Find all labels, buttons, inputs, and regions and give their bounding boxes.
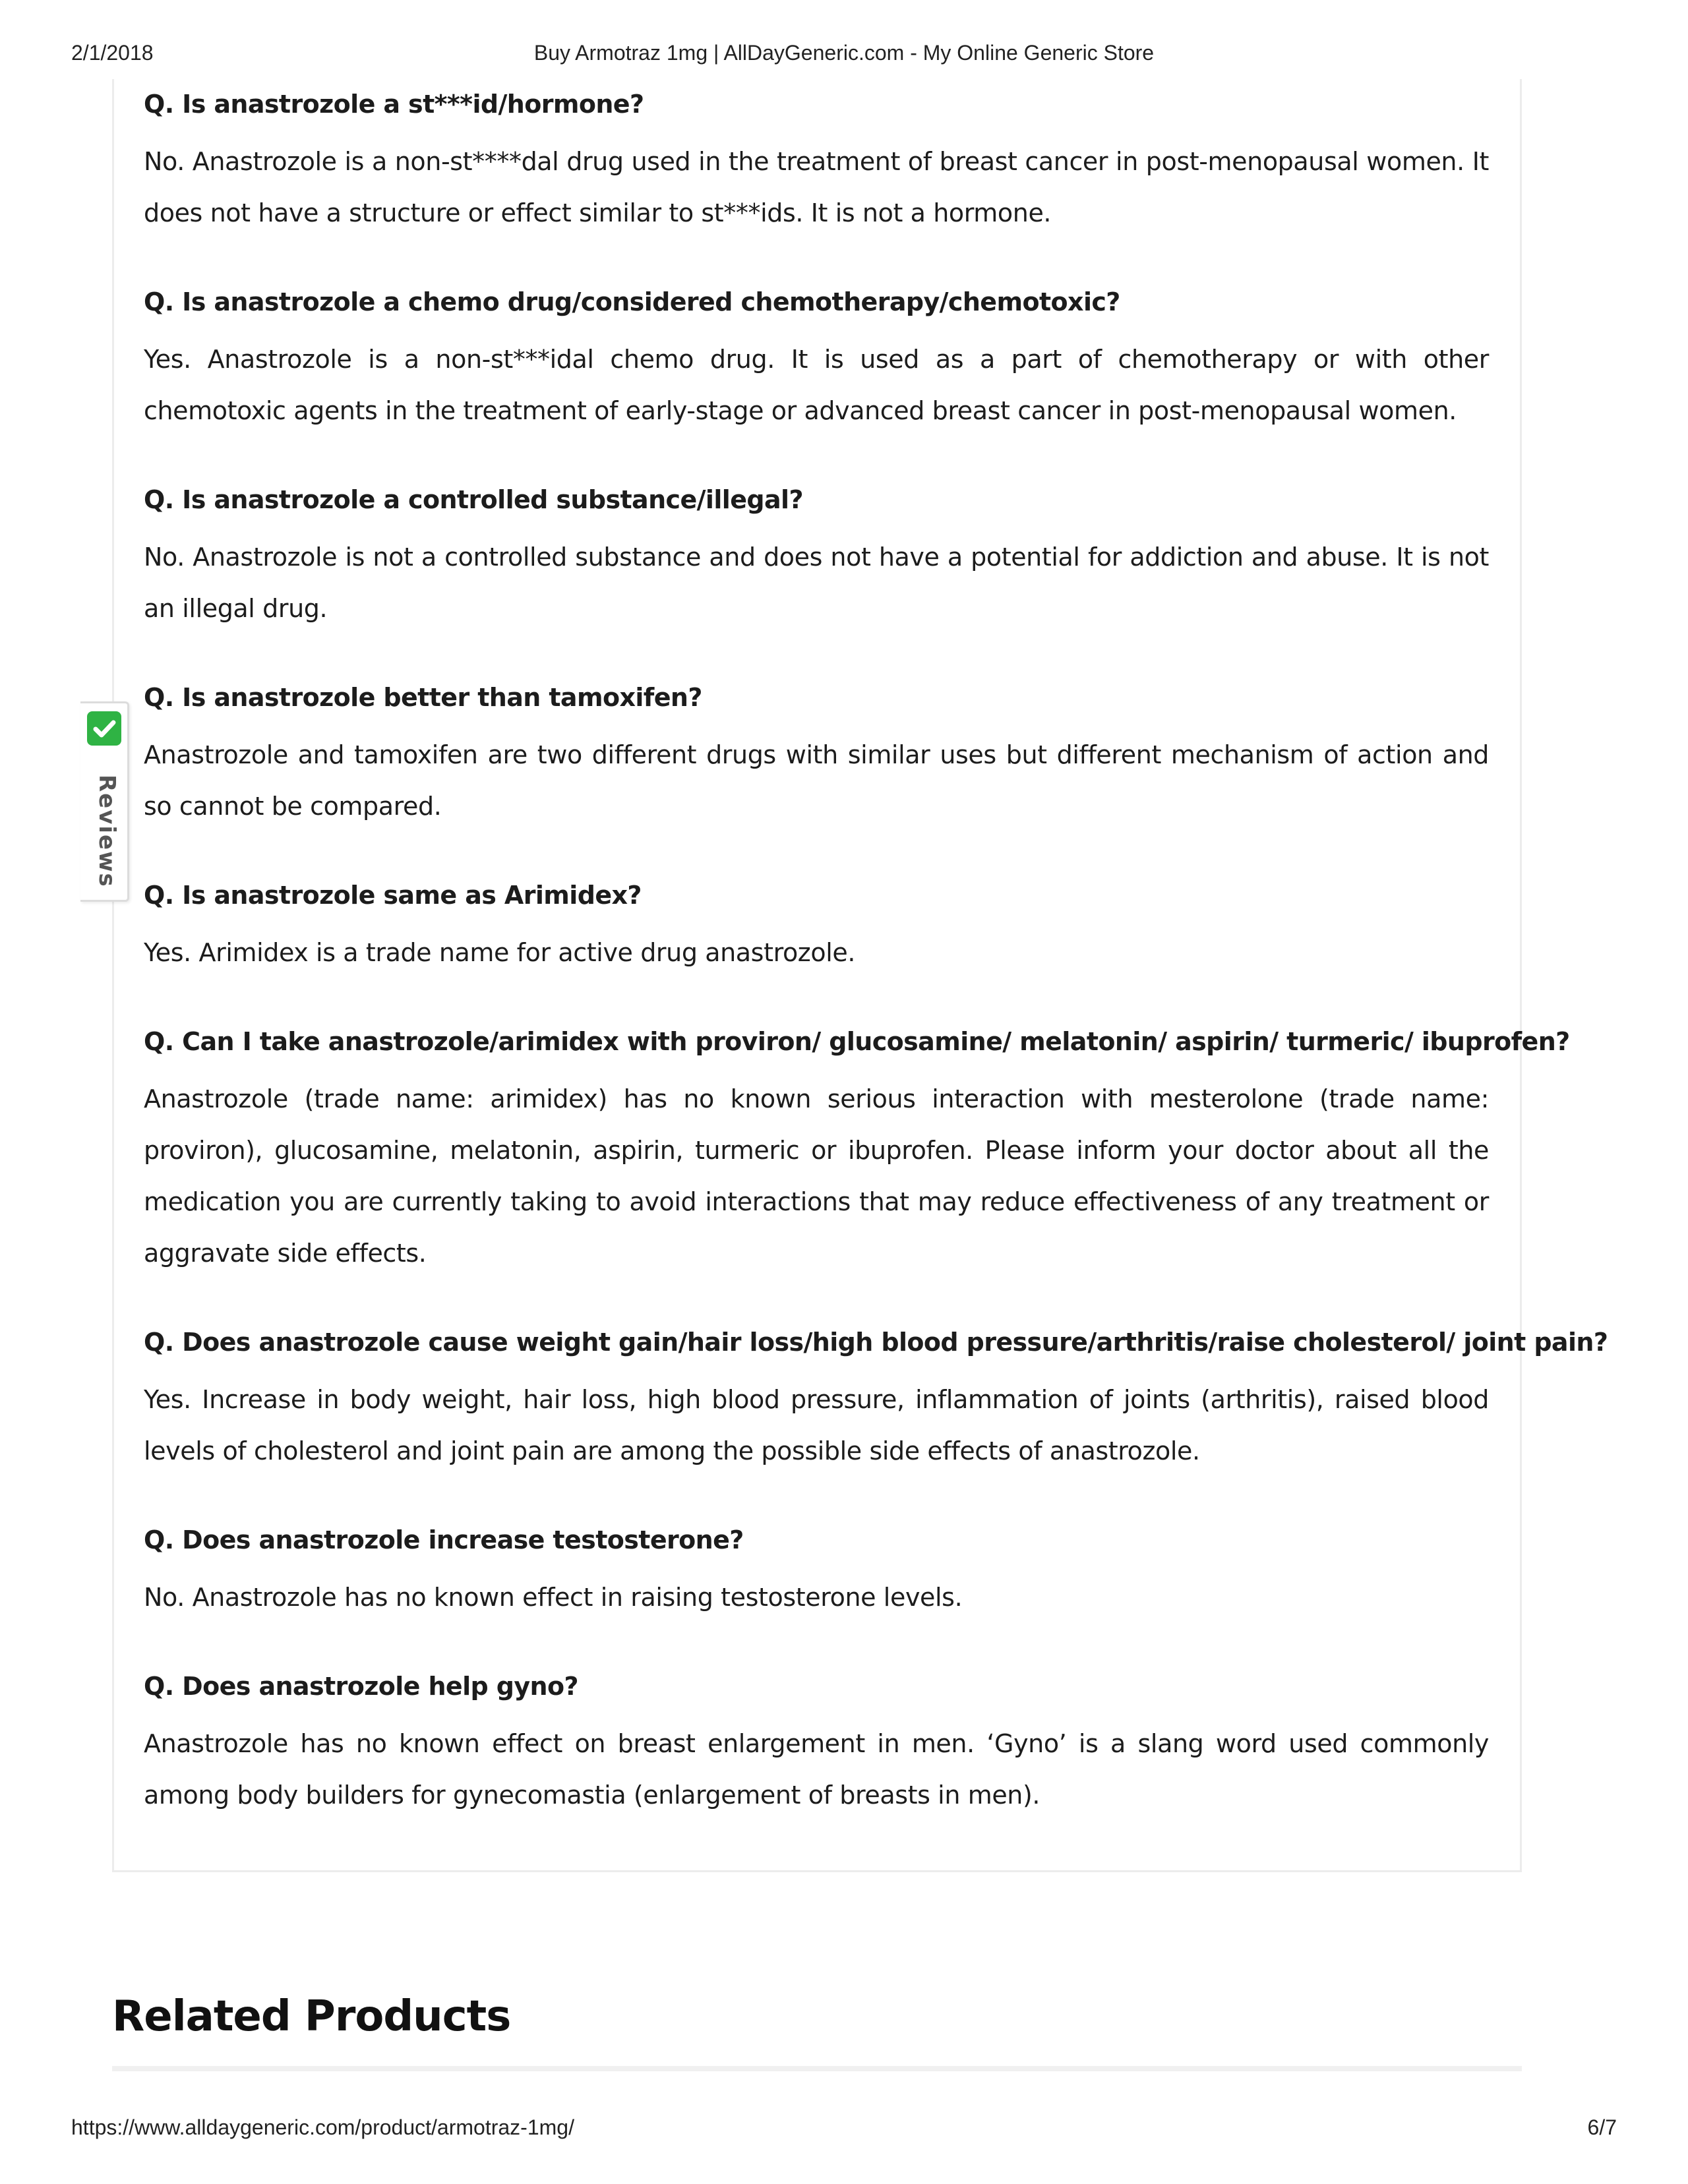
faq-question: Q. Is anastrozole better than tamoxifen? <box>144 683 702 712</box>
reviews-tab[interactable] <box>80 701 129 902</box>
faq-list <box>144 88 1608 1868</box>
print-page-title: Buy Armotraz 1mg | AllDayGeneric.com - My Online Generic Store <box>533 41 1155 65</box>
faq-answer: Anastrozole has no known effect on breast enlargement in men. ‘Gyno’ is a slang word used commonly among body builders for gynecomastia (enlargement of breasts in men). <box>144 1729 1489 1810</box>
faq-question: Q. Is anastrozole a chemo drug/considered chemotherapy/chemotoxic? <box>144 287 1120 316</box>
section-divider <box>112 2066 1522 2071</box>
faq-item <box>144 1326 1608 1477</box>
faq-item <box>144 1026 1570 1279</box>
print-date: 2/1/2018 <box>71 41 154 65</box>
faq-answer: Yes. Anastrozole is a non-st***idal chemo drug. It is used as a part of chemotherapy or with other chemotoxic agents in the treatment of early-stage or advanced breast cancer in post-menopausal women. <box>144 345 1489 425</box>
print-header <box>0 41 1688 67</box>
faq-item <box>144 1670 1489 1821</box>
faq-question: Q. Is anastrozole a controlled substance/illegal? <box>144 485 803 514</box>
faq-answer: Yes. Increase in body weight, hair loss, high blood pressure, inflammation of joints (arthritis), raised blood levels of cholesterol and joint pain are among the possible side effects of anastrozole. <box>144 1385 1489 1465</box>
faq-item <box>144 682 1489 832</box>
faq-question: Q. Is anastrozole same as Arimidex? <box>144 881 642 910</box>
faq-question: Q. Does anastrozole help gyno? <box>144 1672 578 1701</box>
faq-item <box>144 879 1489 978</box>
faq-question: Q. Can I take anastrozole/arimidex with proviron/ glucosamine/ melatonin/ aspirin/ turmeric/ ibuprofen? <box>144 1027 1570 1056</box>
faq-answer: Anastrozole and tamoxifen are two different drugs with similar uses but different mechanism of action and so cannot be compared. <box>144 740 1489 821</box>
faq-item <box>144 484 1489 634</box>
faq-question: Q. Is anastrozole a st***id/hormone? <box>144 90 644 119</box>
print-footer <box>0 2115 1688 2142</box>
faq-question: Q. Does anastrozole cause weight gain/hair loss/high blood pressure/arthritis/raise cholesterol/ joint pain? <box>144 1328 1608 1357</box>
faq-item <box>144 1524 1489 1623</box>
reviews-tab-label: Reviews <box>94 775 120 888</box>
print-url: https://www.alldaygeneric.com/product/armotraz-1mg/ <box>71 2115 574 2139</box>
faq-answer: No. Anastrozole is not a controlled substance and does not have a potential for addiction and abuse. It is not an illegal drug. <box>144 543 1489 623</box>
faq-item <box>144 286 1489 436</box>
faq-answer: No. Anastrozole has no known effect in raising testosterone levels. <box>144 1583 963 1612</box>
check-icon <box>87 711 121 746</box>
faq-item <box>144 88 1489 239</box>
related-products-heading: Related Products <box>112 1992 511 2041</box>
faq-answer: Anastrozole (trade name: arimidex) has no known serious interaction with mesterolone (trade name: proviron), glucosamine, melatonin, aspirin, turmeric or ibuprofen. Please inform your doctor about all the medication you are currently taking to avoid interactions that may reduce effectiveness of any treatment or aggravate side effects. <box>144 1084 1489 1268</box>
check-icon-glyph <box>87 711 121 746</box>
faq-question: Q. Does anastrozole increase testosterone? <box>144 1525 744 1554</box>
print-page-number: 6/7 <box>1587 2115 1617 2139</box>
faq-answer: Yes. Arimidex is a trade name for active drug anastrozole. <box>144 938 856 967</box>
faq-answer: No. Anastrozole is a non-st****dal drug used in the treatment of breast cancer in post-menopausal women. It does not have a structure or effect similar to st***ids. It is not a hormone. <box>144 147 1489 227</box>
